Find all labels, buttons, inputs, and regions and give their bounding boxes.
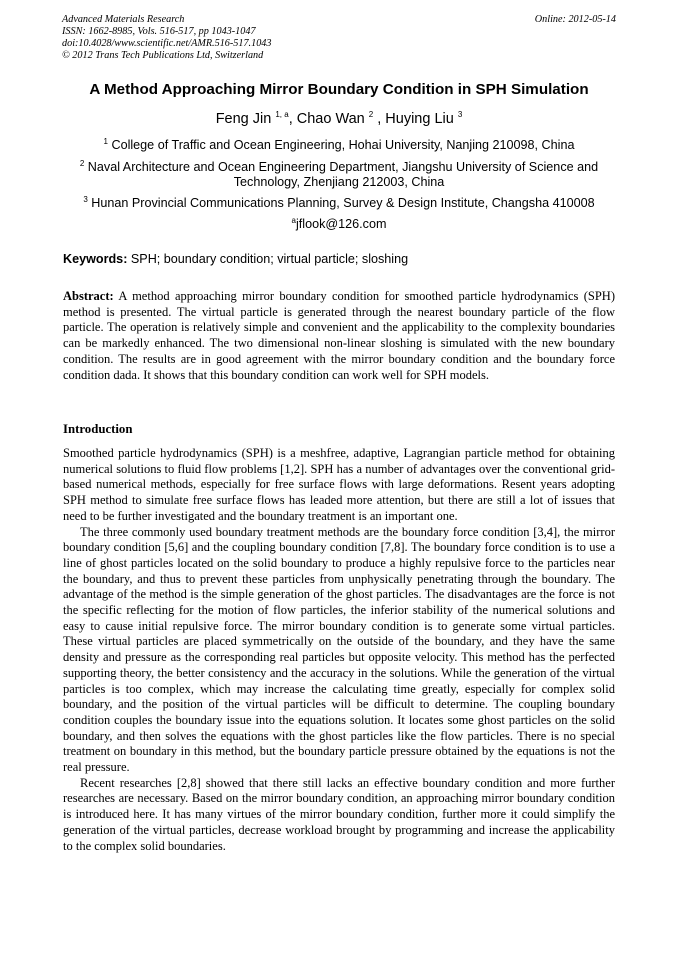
keywords-text: SPH; boundary condition; virtual particle; sloshing <box>130 252 409 266</box>
author-affiliation-mark: 1, a <box>275 110 289 120</box>
affiliation <box>70 160 608 190</box>
author-separator: , <box>373 111 386 127</box>
affiliation-text: Hunan Provincial Communications Planning, Survey & Design Institute, Changsha 410008 <box>91 196 595 210</box>
doi-line: doi:10.4028/www.scientific.net/AMR.516-517.1043 <box>62 38 272 49</box>
paragraph: Recent researches [2,8] showed that there still lacks an effective boundary condition and more further researches are necessary. Based on the mirror boundary condition, an approaching mirror boundary condition is introduced here. It has many virtues of the mirror boundary condition, further more it could simplify the generation of the virtual particles, decrease workload brought by programming and increase the applicability to the complex solid boundaries. <box>63 775 615 853</box>
abstract-label: Abstract: <box>63 289 114 303</box>
paragraph: The three commonly used boundary treatment methods are the boundary force condition [3,4], the mirror boundary condition [5,6] and the coupling boundary condition [7,8]. The boundary force condition is to use a line of ghost particles located on the solid boundary to produce a highly repulsive force to the particles near the boundary, and thus to prevent these particles from unphysically penetrating through the boundary. The advantage of the method is the simple generation of the ghost particles. The disadvantages are the force is not the specific reflecting for the motion of flow particles, the inferior stability of the numerical solutions and easy to cause initial repulsive force. The mirror boundary condition is to generate some virtual particles. These virtual particles are placed symmetrically on the outside of the boundary, and they have the same density and pressure as the corresponding real particles but opposite velocity. This method has the perfected supporting theory, the better consistency and the accuracy in the solutions. While the generation of the virtual particles is too complex, which may increase the calculating time greatly, especially for complex solid boundary, and the position of the virtual particles will be difficult to determine. The coupling boundary condition couples the boundary issue into the equations solution. It locates some ghost particles on the solid boundary, and then solves the equations with the ghost particles like the flow particles. There is no special treatment on boundary in this method, but the boundary particle pressure obtained by the equations is not the real pressure. <box>63 524 615 775</box>
copyright-line: © 2012 Trans Tech Publications Ltd, Switzerland <box>62 50 264 61</box>
paper-title: A Method Approaching Mirror Boundary Condition in SPH Simulation <box>89 81 589 98</box>
paragraph: Smoothed particle hydrodynamics (SPH) is a meshfree, adaptive, Lagrangian particle method for obtaining numerical solutions to fluid flow problems [1,2]. SPH has a number of advantages over the conventional grid-based numerical methods, especially for free surface flows with large deformations. Resent years adopting SPH method to simulate free surface flows has leaded more attention, but there are still a lot of issues that need to be further investigated and the boundary treatment is an important one. <box>63 446 615 523</box>
keywords-section <box>63 252 615 266</box>
abstract-text: A method approaching mirror boundary condition for smoothed particle hydrodynamics (SPH) method is presented. The virtual particle is generated through the nearest boundary particle of the flow particle. The operation is relatively simple and convenient and the applicability to the complexity boundaries can be markedly enhanced. The two dimensional non-linear sloshing is simulated with the new boundary condition. The results are in good agreement with the mirror boundary condition and the boundary force condition dada. It shows that this boundary condition can work well for SPH models. <box>63 289 615 382</box>
author-separator: , <box>288 111 297 127</box>
affiliation-text: College of Traffic and Ocean Engineering, Hohai University, Nanjing 210098, China <box>111 138 575 152</box>
journal-info <box>62 14 616 62</box>
email-address[interactable]: jflook@126.com <box>295 217 387 231</box>
author-name: Feng Jin <box>215 111 272 127</box>
author-affiliation-mark: 3 <box>457 110 463 120</box>
email-mark: a <box>291 215 296 225</box>
affiliation-mark: 2 <box>79 158 85 168</box>
section-heading: Introduction <box>63 422 133 436</box>
author-name: Chao Wan <box>296 111 365 127</box>
journal-header <box>62 14 616 62</box>
online-date: Online: 2012-05-14 <box>534 14 616 25</box>
affiliation <box>70 138 608 153</box>
author-name: Huying Liu <box>385 111 454 127</box>
keywords-label: Keywords: <box>63 252 128 266</box>
issn-line: ISSN: 1662-8985, Vols. 516-517, pp 1043-1047 <box>62 26 256 37</box>
affiliation-mark: 3 <box>83 194 88 204</box>
author-affiliation-mark: 2 <box>368 110 374 120</box>
introduction-section <box>63 446 615 854</box>
affiliation <box>70 196 608 211</box>
affiliation-text: Naval Architecture and Ocean Engineering Department, Jiangshu University of Science and Technology, Zhenjiang 212003, China <box>87 160 599 189</box>
journal-name: Advanced Materials Research <box>62 14 185 25</box>
author-list <box>0 111 678 127</box>
abstract-section <box>63 289 615 383</box>
affiliation-mark: 1 <box>103 136 108 146</box>
email-line <box>0 217 678 231</box>
